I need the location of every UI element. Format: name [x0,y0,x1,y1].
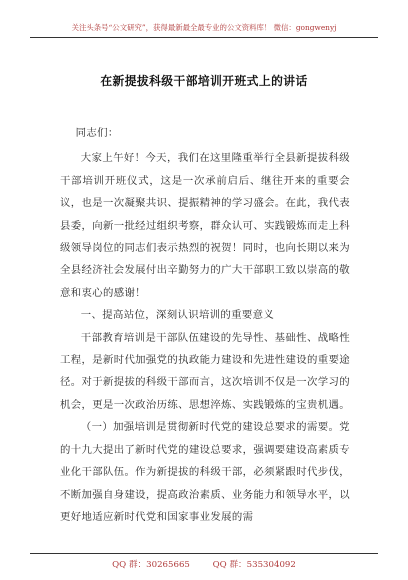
paragraph-opening: 大家上午好！今天，我们在这里隆重举行全县新提拔科级干部培训开班仪式，这是一次承前启后、继往开来的重要会议，也是一次凝聚共识、提振精神的学习盛会。在此，我代表县委，向新一批经过组织考察，群众认可、实践锻炼而走上科级领导岗位的同志们表示热烈的祝贺！同时，也向长期以来为全县经济社会发展付出辛勤努力的广大干部职工致以崇高的敬意和衷心的感谢！ [60,152,350,299]
qq-group-left: QQ 群：30265665 [112,560,190,570]
paragraph-subpoint-1: （一）加强培训是贯彻新时代党的建设总要求的需要。党的十九大提出了新时代党的建设总要求，强调要建设高素质专业化干部队伍。作为新提拔的科级干部，必须紧跟时代步伐，不断加强自身建设，提高政治素质、业务能力和领导水平，以更好地适应新时代党和国家事业发展的需 [60,421,350,523]
section-heading-1: 一、提高站位，深刻认识培训的重要意义 [80,309,275,322]
document-body [60,122,350,528]
paragraph-training-significance: 干部教育培训是干部队伍建设的先导性、基础性、战略性工程，是新时代加强党的执政能力建设和先进性建设的重要途径。对于新提拔的科级干部而言，这次培训不仅是一次学习的机会，更是一次政治历练、思想淬炼、实践锻炼的宝贵机遇。 [60,331,350,411]
qq-group-right: QQ 群：535304092 [212,560,296,570]
greeting-line: 同志们： [75,127,119,139]
footer-contact [30,553,378,570]
document-title: 在新提拔科级干部培训开班式上的讲话 [100,74,308,88]
promo-banner: 关注头条号“公文研究”，获得最新最全最专业的公文资料库！ 微信：gongwenyj [30,22,378,38]
